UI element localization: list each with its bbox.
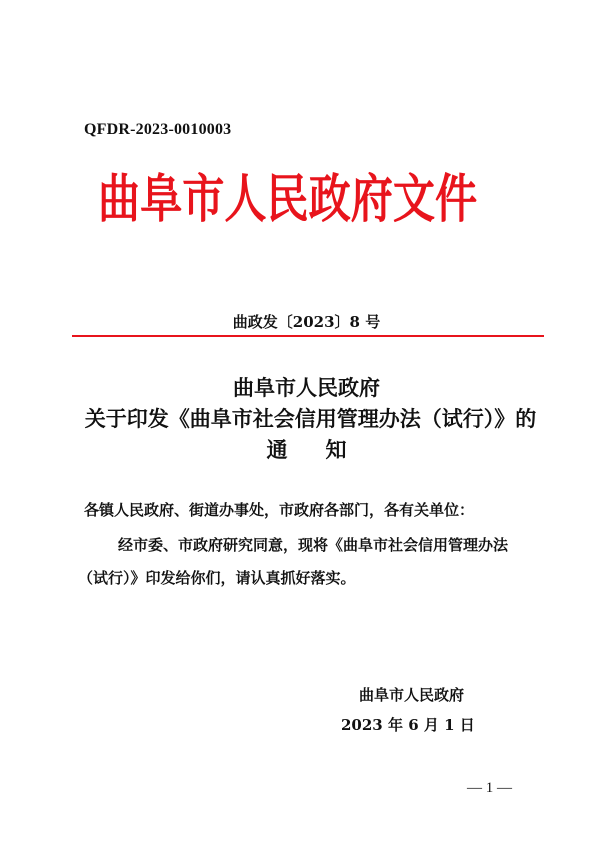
document-number: QFDR-2023-0010003 [84, 121, 232, 138]
signatory: 曲阜市人民政府 [359, 686, 465, 704]
document-title-line-1: 曲阜市人民政府 [233, 375, 380, 400]
salutation: 各镇人民政府、街道办事处，市政府各部门，各有关单位： [84, 501, 475, 519]
masthead-title: 曲阜市人民政府文件 [98, 170, 478, 230]
signature-date: 2023 年 6 月 1 日 [341, 716, 475, 734]
document-title-line-3: 通知 [266, 437, 385, 462]
body-paragraph-line-1: 经市委、市政府研究同意，现将《曲阜市社会信用管理办法 [118, 536, 509, 554]
body-paragraph-line-2: （试行）》印发给你们，请认真抓好落实。 [78, 569, 356, 587]
document-title-line-2: 关于印发《曲阜市社会信用管理办法（试行）》的 [84, 406, 537, 431]
page-number: — 1 — [467, 780, 512, 796]
issue-number: 曲政发〔2023〕8 号 [232, 313, 381, 331]
red-separator-line [72, 335, 544, 337]
